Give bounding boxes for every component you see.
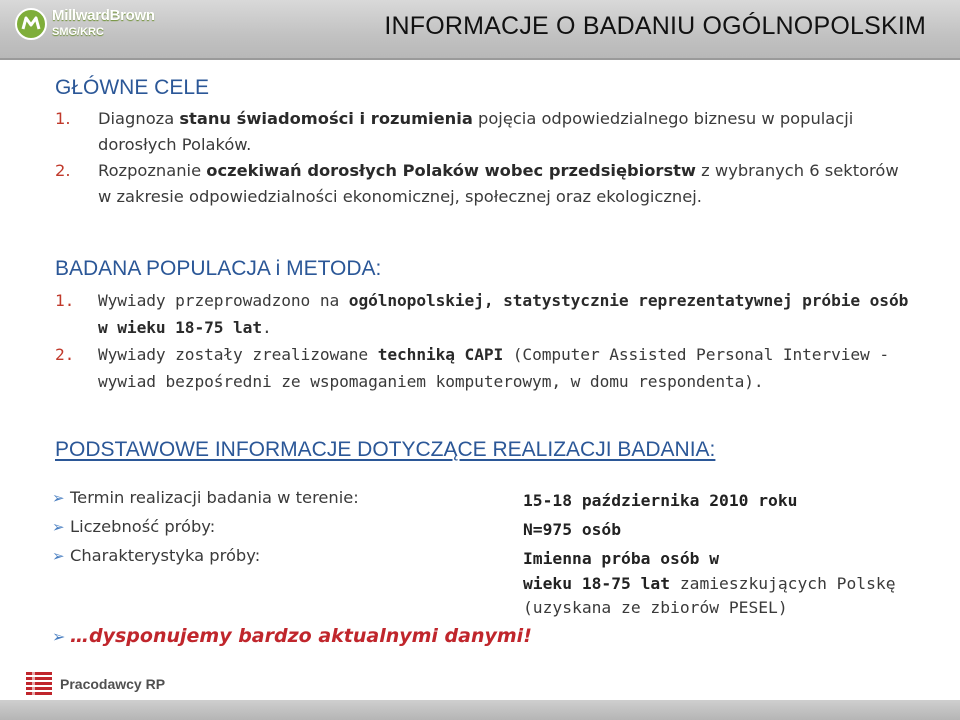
method-item-1 [55,287,915,341]
bold-text-run: techniką CAPI [377,345,504,364]
info-row-sample-characteristics [52,546,260,574]
method-number: 2. [55,345,75,364]
goal-item-1 [55,106,915,158]
arrow-bullet-icon: ➢ [52,518,65,536]
info-value-text-bold: wieku 18-75 lat [523,574,671,593]
arrow-bullet-icon: ➢ [52,489,65,507]
text-run: Wywiady przeprowadzono na [98,291,349,310]
bold-text-run: ogólnopolskiej, statystycznie reprezentatywnej próbie osób w wieku 18-75 lat [98,291,909,337]
millward-brown-logo [14,7,154,47]
method-text [98,341,915,395]
footer-brand-name: Pracodawcy RP [60,676,166,692]
header-bar [0,0,960,60]
info-value-text-plain: zamieszkujących Polskę [670,574,896,593]
basic-info-title: PODSTAWOWE INFORMACJE DOTYCZĄCE REALIZACJI BADANIA: [55,438,716,461]
brand-sub: SMG/KRC [52,26,104,38]
info-label: Liczebność próby: [70,517,216,536]
text-run: Diagnoza [98,109,180,128]
pracodawcy-rp-logo [24,670,224,700]
final-text: …dysponujemy bardzo aktualnymi danymi! [70,625,532,647]
text-run: Wywiady zostały zrealizowane [98,345,378,364]
goal-number: 1. [55,109,71,128]
text-run: pojęcia odpowiedzialnego biznesu w populacji dorosłych Polaków. [98,109,854,154]
pracodawcy-flag-icon [24,670,56,698]
info-row-term [52,488,359,516]
goal-text [98,106,915,158]
method-item-2 [55,341,915,395]
info-label: Charakterystyka próby: [70,546,261,565]
text-run: . [261,318,272,337]
text-run: z wybranych 6 sektorów w zakresie odpowiedzialności ekonomicznej, społecznej oraz ekologicznej. [98,161,899,206]
goal-text [98,158,915,210]
info-value-text: 15-18 października 2010 roku [523,491,798,510]
millward-brown-emblem-icon [14,7,48,41]
info-value-text-plain: (uzyskana ze zbiorów PESEL) [523,598,788,617]
info-value-sample-size [523,518,621,542]
arrow-bullet-icon: ➢ [52,627,66,646]
goals-title: GŁÓWNE CELE [55,76,210,99]
footer-bar [0,700,960,720]
page-title: INFORMACJE O BADANIU OGÓLNOPOLSKIM [384,12,926,40]
method-title: BADANA POPULACJA i METODA: [55,257,382,280]
info-value-sample-line-3 [523,596,788,620]
goal-number: 2. [55,161,71,180]
method-text [98,287,915,341]
info-value-text: Imienna próba osób w [523,549,720,568]
info-row-sample-size [52,517,215,545]
info-value-sample-line-2 [523,572,896,596]
info-value-text: N=975 osób [523,520,622,539]
brand-name: MillwardBrown [52,7,155,24]
arrow-bullet-icon: ➢ [52,547,65,565]
method-number: 1. [55,291,75,310]
info-value-sample-line-1 [523,547,719,571]
bold-text-run: oczekiwań dorosłych Polaków wobec przedsiębiorstw [206,161,696,180]
bold-text-run: stanu świadomości i rozumienia [179,109,473,128]
info-value-term [523,489,797,513]
text-run: Rozpoznanie [98,161,207,180]
goal-item-2 [55,158,915,210]
text-run: (Computer Assisted Personal Interview - wywiad bezpośredni ze wspomaganiem komputerowym, w domu respondenta). [98,345,889,391]
final-statement [52,625,532,647]
info-label: Termin realizacji badania w terenie: [70,488,359,507]
